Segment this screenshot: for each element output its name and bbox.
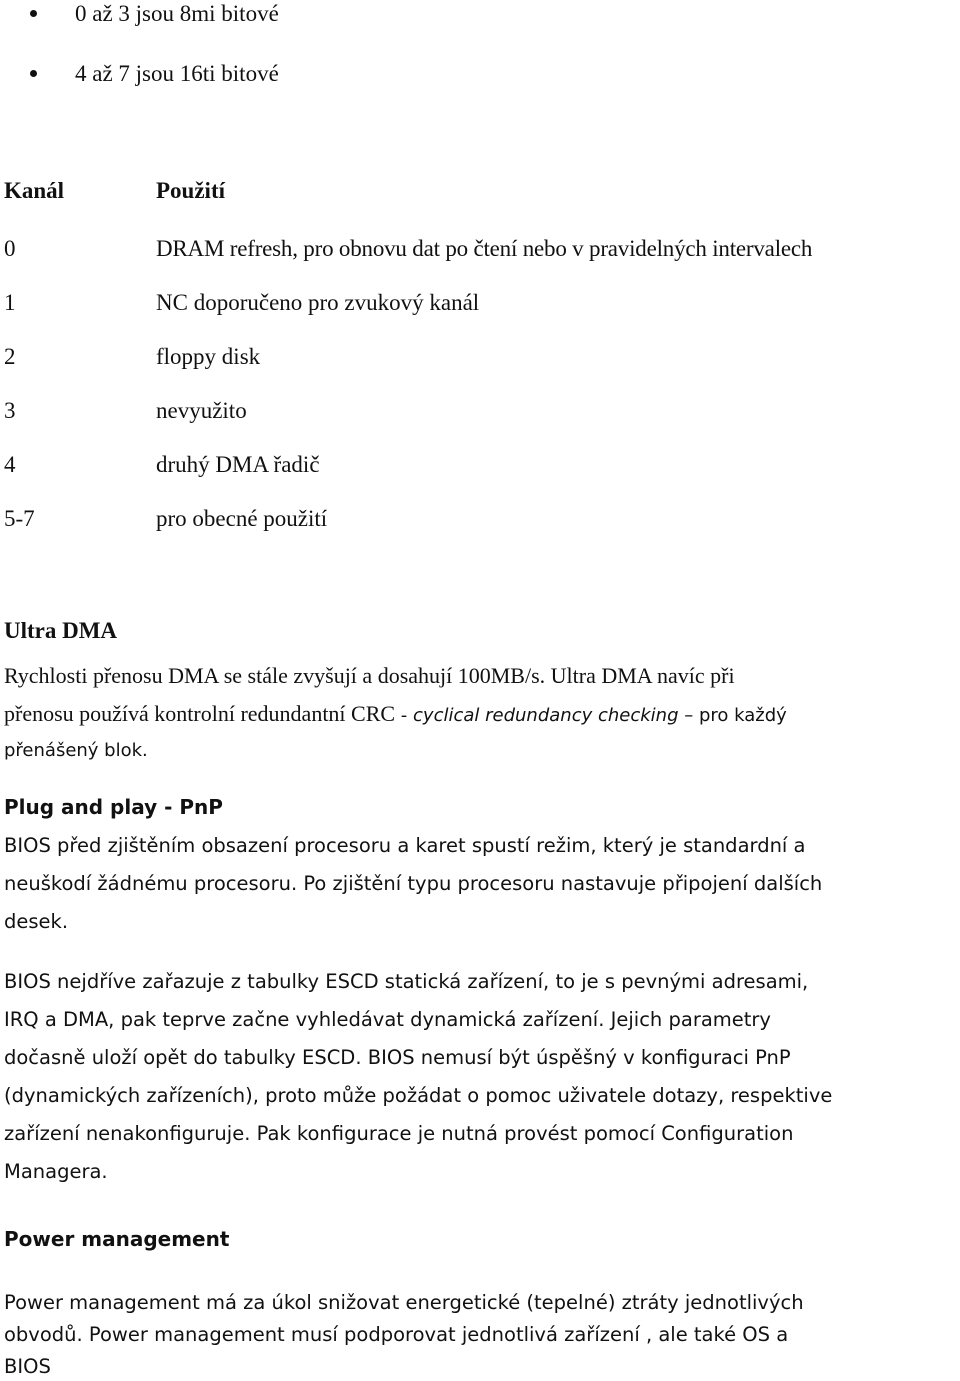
paragraph-text: – pro každý [678, 705, 787, 726]
paragraph-line: BIOS před zjištěním obsazení procesoru a karet spustí režim, který je standardní a [4, 834, 806, 857]
paragraph-line: Rychlosti přenosu DMA se stále zvyšují a dosahují 100MB/s. Ultra DMA navíc při [4, 663, 735, 688]
paragraph-line: přenášený blok. [4, 740, 148, 761]
paragraph-text: přenosu používá kontrolní redundantní CRC [4, 701, 396, 726]
paragraph-line: obvodů. Power management musí podporovat jednotlivá zařízení , ale také OS a [4, 1323, 789, 1346]
paragraph-line: zařízení nenakonfiguruje. Pak konfigurace je nutná provést pomocí Configuration [4, 1122, 794, 1145]
table-cell-use: NC doporučeno pro zvukový kanál [156, 290, 480, 315]
table-cell-channel: 2 [4, 344, 16, 369]
paragraph-line: Managera. [4, 1160, 108, 1183]
italic-term: cyclical redundancy checking [413, 705, 679, 726]
list-item-text: 0 až 3 jsou 8mi bitové [75, 1, 279, 26]
paragraph-line [4, 700, 787, 728]
table-cell-channel: 0 [4, 236, 16, 261]
table-cell-channel: 4 [4, 452, 16, 477]
column-header-use: Použití [156, 178, 225, 203]
paragraph-line: (dynamických zařízeních), proto může požádat o pomoc uživatele dotazy, respektive [4, 1084, 833, 1107]
paragraph-line: neuškodí žádnému procesoru. Po zjištění typu procesoru nastavuje připojení dalších [4, 872, 823, 895]
list-item-text: 4 až 7 jsou 16ti bitové [75, 61, 279, 86]
paragraph-line: Power management má za úkol snižovat energetické (tepelné) ztráty jednotlivých [4, 1291, 804, 1314]
table-cell-channel: 1 [4, 290, 16, 315]
paragraph-line: BIOS nejdříve zařazuje z tabulky ESCD statická zařízení, to je s pevnými adresami, [4, 970, 809, 993]
section-heading: Plug and play - PnP [4, 795, 223, 819]
table-cell-channel: 5-7 [4, 506, 35, 531]
section-heading: Ultra DMA [4, 618, 118, 643]
paragraph-line: BIOS [4, 1355, 51, 1378]
bullet-icon [30, 70, 37, 77]
table-cell-use: nevyužito [156, 398, 247, 423]
table-cell-channel: 3 [4, 398, 16, 423]
paragraph-line: dočasně uloží opět do tabulky ESCD. BIOS nemusí být úspěšný v konfiguraci PnP [4, 1046, 791, 1069]
table-cell-use: floppy disk [156, 344, 261, 369]
paragraph-line: desek. [4, 910, 69, 933]
table-cell-use: pro obecné použití [156, 506, 328, 531]
bullet-icon [30, 10, 37, 17]
paragraph-text: - [395, 705, 414, 726]
section-heading: Power management [4, 1227, 230, 1251]
paragraph-line: IRQ a DMA, pak teprve začne vyhledávat dynamická zařízení. Jejich parametry [4, 1008, 771, 1031]
table-cell-use: druhý DMA řadič [156, 452, 320, 477]
column-header-channel: Kanál [4, 178, 65, 203]
table-cell-use: DRAM refresh, pro obnovu dat po čtení nebo v pravidelných intervalech [156, 236, 813, 261]
